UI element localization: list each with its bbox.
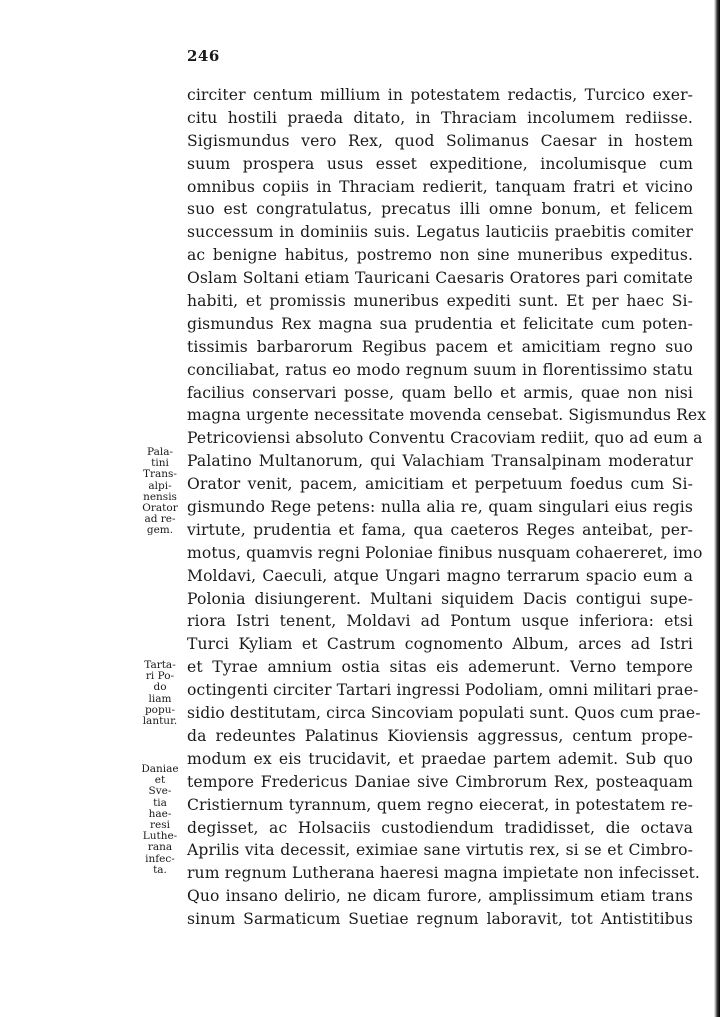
margin-note-line: hae- [148, 807, 172, 820]
text-line: tissimis barbarorum Regibus pacem et amicitiam regno suo [187, 337, 693, 356]
text-line: suo est congratulatus, precatus illi omne bonum, et felicem [187, 200, 693, 219]
text-line: Orator venit, pacem, amicitiam et perpetuum foedus cum Si- [187, 475, 693, 494]
margin-note-line: do [153, 681, 167, 694]
text-line: tempore Fredericus Daniae sive Cimbrorum Rex, posteaquam [187, 772, 693, 791]
text-line: motus, quamvis regni Poloniae finibus nusquam cohaereret, imo [187, 543, 703, 562]
scan-edge-shadow [714, 0, 720, 1017]
margin-note-line: Orator [142, 502, 178, 515]
margin-note-line: ad re- [144, 513, 176, 526]
text-line: octingenti circiter Tartari ingressi Podoliam, omni militari prae- [187, 681, 699, 700]
text-line: Aprilis vita decessit, eximiae sane virtutis rex, si se et Cimbro- [187, 841, 693, 860]
text-line: Quo insano delirio, ne dicam furore, amplissimum etiam trans [187, 887, 693, 906]
text-line: Cristiernum tyrannum, quem regno eiecerat, in potestatem re- [187, 795, 693, 814]
margin-note-line: ta. [153, 863, 167, 876]
margin-note-line: popu- [144, 703, 176, 716]
margin-note-line: gem. [146, 524, 174, 537]
text-line: omnibus copiis in Thraciam redierit, tanquam fratri et vicino [187, 177, 693, 196]
text-line: da redeuntes Palatinus Kioviensis aggressus, centum prope- [187, 726, 693, 745]
text-line: habiti, et promissis muneribus expediti sunt. Et per haec Si- [187, 292, 693, 311]
text-line: riora Istri tenent, Moldavi ad Pontum usque inferiora: etsi [187, 612, 693, 631]
text-line: Moldavi, Caeculi, atque Ungari magno terrarum spacio eum a [187, 566, 693, 585]
margin-note-line: Trans- [143, 468, 177, 481]
text-line: Petricoviensi absoluto Conventu Cracoviam rediit, quo ad eum a [187, 429, 703, 448]
margin-note-daniae [137, 764, 183, 876]
text-line: modum ex eis trucidavit, et praedae partem ademit. Sub quo [187, 749, 693, 768]
text-line: ac benigne habitus, postremo non sine muneribus expeditus. [187, 246, 693, 265]
text-line: suum prospera usus esset expeditione, incolumisque cum [187, 154, 693, 173]
margin-note-line: tini [151, 457, 169, 470]
margin-note-tartari [137, 660, 183, 727]
text-line: sinum Sarmaticum Suetiae regnum laboravit, tot Antistitibus [187, 910, 693, 929]
margin-note-line: infec- [145, 852, 175, 865]
margin-note-line: nensis [143, 490, 177, 503]
margin-note-line: alpi- [148, 479, 172, 492]
margin-note-line: tia [153, 796, 167, 809]
margin-note-line: ri Po- [145, 670, 175, 683]
text-line: Polonia disiungerent. Multani siquidem Dacis contigui supe- [187, 589, 693, 608]
text-line: magna urgente necessitate movenda censebat. Sigismundus Rex [187, 406, 707, 425]
text-line: successum in dominiis suis. Legatus lauticiis praebitis comiter [187, 223, 693, 242]
text-line: Oslam Soltani etiam Tauricani Caesaris Oratores pari comitate [187, 269, 693, 288]
margin-note-line: liam [148, 692, 172, 705]
text-line: circiter centum millium in potestatem redactis, Turcico exer- [187, 86, 693, 104]
text-line: sidio destitutam, circa Sincoviam populati sunt. Quos cum prae- [187, 704, 701, 723]
text-line: Sigismundus vero Rex, quod Solimanus Caesar in hostem [187, 131, 693, 150]
margin-note-line: Sve- [148, 785, 172, 798]
text-line: citu hostili praeda ditato, in Thraciam incolumem rediisse. [187, 108, 693, 127]
text-line: degisset, ac Holsaciis custodiendum tradidisset, die octava [187, 818, 693, 837]
body-text [187, 84, 707, 931]
margin-note-line: et [154, 774, 166, 787]
text-line: et Tyrae amnium ostia sitas eis ademerunt. Verno tempore [187, 658, 693, 677]
text-line: Palatino Multanorum, qui Valachiam Transalpinam moderatur [187, 452, 693, 471]
text-line: Turci Kyliam et Castrum cognomento Album, arces ad Istri [187, 635, 693, 654]
text-line: gismundus Rex magna sua prudentia et felicitate cum poten- [187, 314, 693, 333]
margin-note-line: resi [150, 819, 170, 832]
text-line: facilius conservari posse, quam bello et armis, quae non nisi [187, 383, 693, 402]
page-number: 246 [187, 47, 220, 65]
margin-note-line: Luthe- [142, 830, 178, 843]
text-line: rum regnum Lutherana haeresi magna impietate non infecisset. [187, 864, 700, 883]
text-line: gismundo Rege petens: nulla alia re, quam singulari eius regis [187, 498, 693, 517]
margin-note-line: Pala- [146, 446, 174, 458]
text-line: conciliabat, ratus eo modo regnum suum in florentissimo statu [187, 360, 693, 379]
margin-note-line: lantur. [142, 715, 178, 728]
margin-note-palatini [137, 447, 183, 537]
margin-note-line: rana [147, 841, 173, 854]
margin-note-line: Tarta- [144, 659, 176, 671]
margin-note-line: Daniae [141, 763, 179, 775]
text-line: virtute, prudentia et fama, qua caeteros Reges anteibat, per- [187, 520, 693, 539]
